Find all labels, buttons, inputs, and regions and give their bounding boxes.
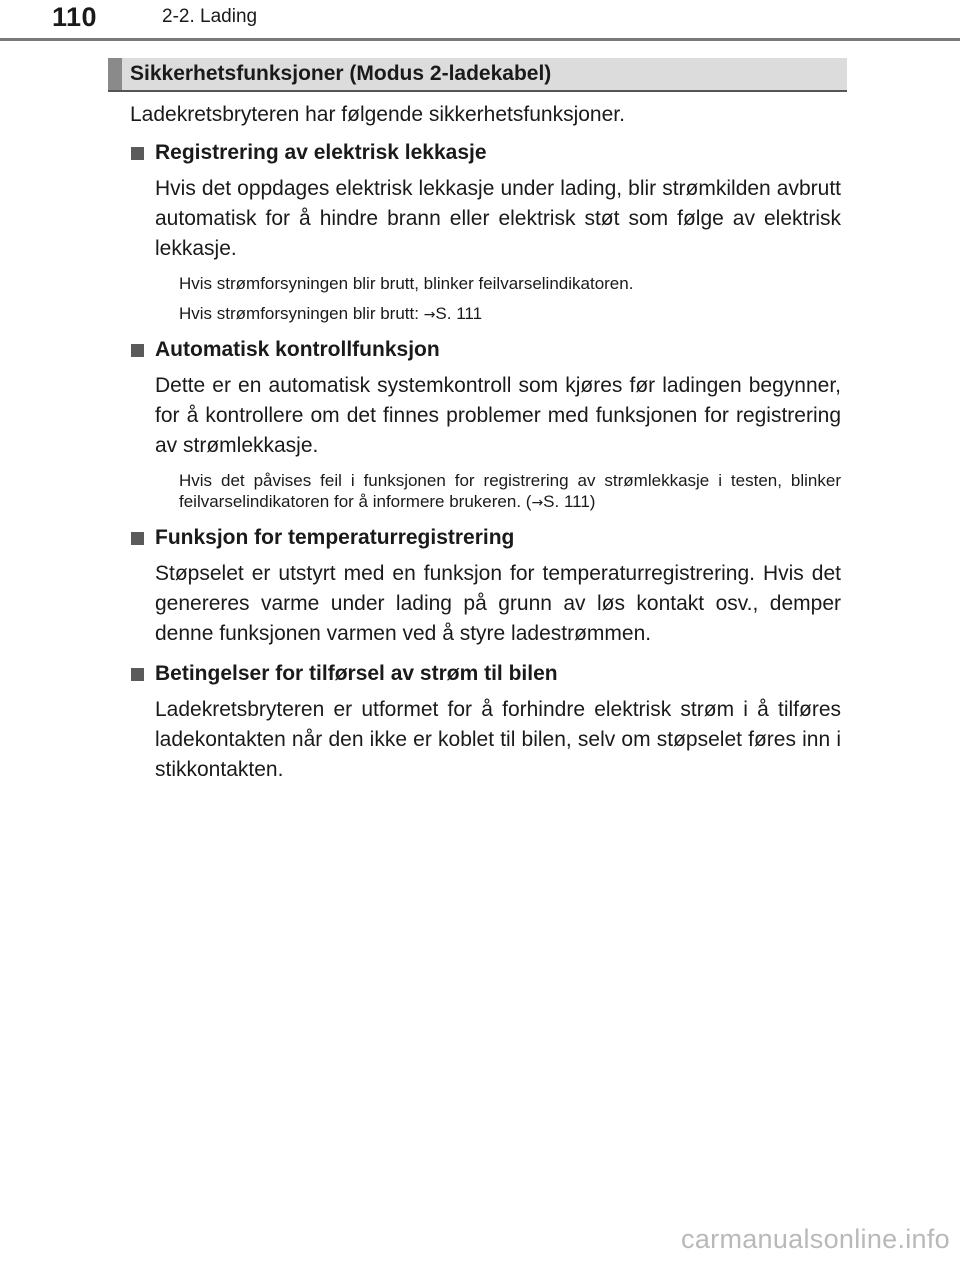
topic-heading	[130, 138, 841, 168]
topic-heading-text: Automatisk kontrollfunksjon	[155, 338, 440, 361]
main-content	[130, 100, 841, 785]
page-reference-link[interactable]: S. 111	[435, 304, 483, 323]
topic-leak-detection	[130, 138, 841, 326]
topic-heading	[130, 335, 841, 365]
section-reference: 2-2. Lading	[162, 6, 258, 27]
topic-body: Hvis det oppdages elektrisk lekkasje under lading, blir strømkilden avbrutt automatisk for å hindre brann eller elektrisk støt som følge av elektrisk lekkasje.	[155, 177, 841, 260]
topic-heading	[130, 523, 841, 553]
topic-power-conditions	[130, 659, 841, 785]
topic-temperature	[130, 523, 841, 649]
square-bullet-icon	[131, 344, 144, 357]
topic-notes	[130, 470, 841, 514]
watermark: carmanualsonline.info	[681, 1224, 950, 1254]
note: Hvis strømforsyningen blir brutt, blinker feilvarselindikatoren.	[179, 274, 634, 293]
section-title: Sikkerhetsfunksjoner (Modus 2-ladekabel)	[130, 62, 552, 85]
page-number: 110	[52, 2, 98, 32]
note	[179, 303, 841, 326]
header-rule	[0, 38, 960, 41]
topic-heading-text: Registrering av elektrisk lekkasje	[155, 141, 487, 164]
square-bullet-icon	[131, 147, 144, 160]
section-title-bar	[108, 58, 847, 92]
square-bullet-icon	[131, 668, 144, 681]
title-bar-accent	[108, 58, 122, 90]
topic-heading	[130, 659, 841, 689]
topic-body: Støpselet er utstyrt med en funksjon for temperaturregistrering. Hvis det genereres varme under lading på grunn av løs kontakt osv., demper denne funksjonen varmen ved å styre ladestrømmen.	[155, 562, 841, 645]
topic-heading-text: Betingelser for tilførsel av strøm til bilen	[155, 662, 558, 685]
arrow-right-icon: →	[423, 307, 436, 323]
topic-body: Dette er en automatisk systemkontroll som kjøres før ladingen begynner, for å kontrollere om det finnes problemer med funksjonen for registrering av strømlekkasje.	[155, 374, 841, 457]
topic-body: Ladekretsbryteren er utformet for å forhindre elektrisk strøm i å tilføres ladekontakten når den ikke er koblet til bilen, selv om støpselet føres inn i stikkontakten.	[155, 698, 841, 781]
topic-notes	[130, 273, 841, 326]
note-text: Hvis strømforsyningen blir brutt:	[179, 304, 424, 323]
square-bullet-icon	[131, 532, 144, 545]
arrow-right-icon: →	[531, 495, 544, 511]
topic-heading-text: Funksjon for temperaturregistrering	[155, 526, 515, 549]
intro-paragraph: Ladekretsbryteren har følgende sikkerhetsfunksjoner.	[130, 103, 625, 126]
note	[179, 470, 841, 514]
page-reference-link[interactable]: S. 111)	[543, 492, 596, 511]
note-text: Hvis det påvises feil i funksjonen for registrering av strømlekkasje i testen, blinker feilvarselindikatoren for å informere brukeren. (	[179, 471, 841, 511]
topic-auto-check	[130, 335, 841, 514]
